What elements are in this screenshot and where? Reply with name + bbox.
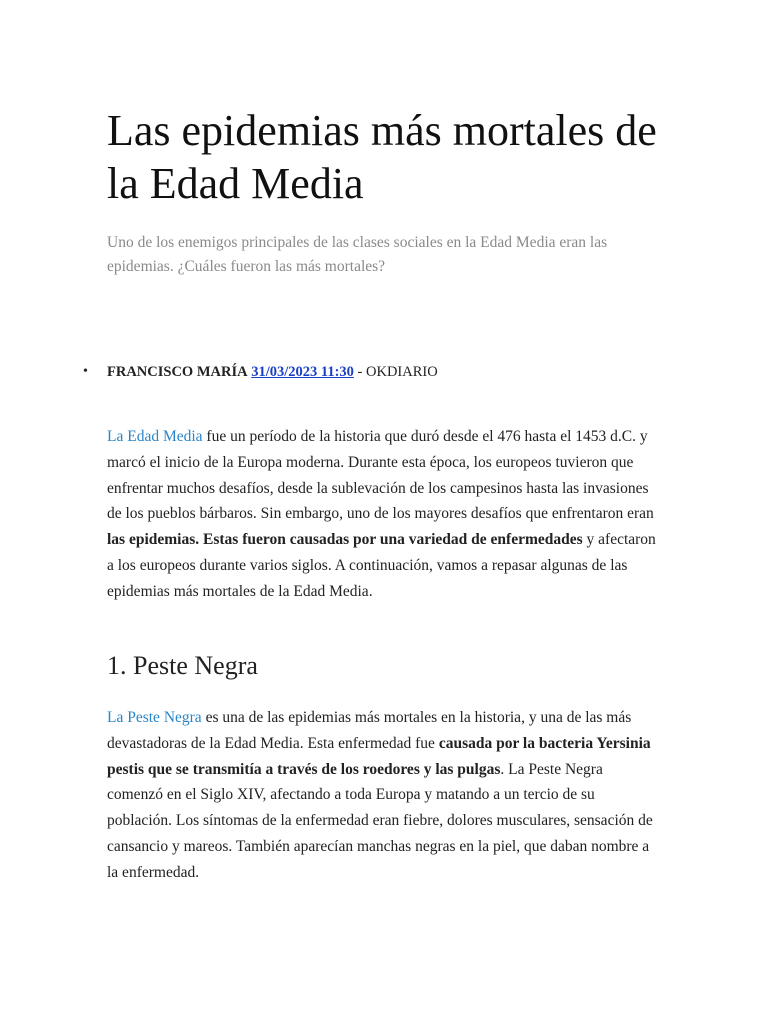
intro-bold: las epidemias. Estas fueron causadas por una variedad de enfermedades: [107, 531, 583, 549]
intro-paragraph: [107, 424, 659, 605]
author-name: FRANCISCO MARÍA: [107, 364, 248, 380]
article-byline: [83, 361, 659, 383]
article-title: Las epidemias más mortales de la Edad Media: [107, 106, 657, 208]
peste-negra-link[interactable]: La Peste Negra: [107, 709, 202, 726]
peste-bold: causada por la bacteria Yersinia pestis que se transmitía a través de los roedores y las pulgas: [107, 734, 651, 778]
edad-media-link[interactable]: La Edad Media: [107, 428, 203, 445]
publish-date-link[interactable]: 31/03/2023 11:30: [251, 364, 354, 380]
article-subtitle: Uno de los enemigos principales de las clases sociales en la Edad Media eran las epidemias. ¿Cuáles fueron las más mortales?: [107, 234, 608, 275]
source-name: OKDIARIO: [366, 364, 438, 380]
section-heading-peste-negra: 1. Peste Negra: [107, 651, 258, 680]
peste-text-b: . La Peste Negra comenzó en el Siglo XIV, afectando a toda Europa y matando a un tercio de su población. Los síntomas de la enfermedad eran fiebre, dolores musculares, sensación de cansancio y mareos. También aparecían manchas negras en la piel, que daban nombre a la enfermedad.: [107, 760, 653, 881]
intro-text-a: fue un período de la historia que duró desde el 476 hasta el 1453 d.C. y marcó el inicio de la Europa moderna. Durante esta época, los europeos tuvieron que enfrentar muchos desafíos, desde la sublevación de los campesinos hasta las invasiones de los pueblos bárbaros. Sin embargo, uno de los mayores desafíos que enfrentaron eran: [107, 428, 654, 523]
intro-text-b: y afectaron a los europeos durante varios siglos. A continuación, vamos a repasar algunas de las epidemias más mortales de la Edad Media.: [107, 531, 656, 600]
peste-negra-paragraph: [107, 705, 659, 886]
byline-separator: -: [353, 364, 367, 380]
peste-text-a: es una de las epidemias más mortales en la historia, y una de las más devastadoras de la Edad Media. Esta enfermedad fue: [107, 709, 632, 752]
bullet-icon: •: [83, 364, 88, 379]
